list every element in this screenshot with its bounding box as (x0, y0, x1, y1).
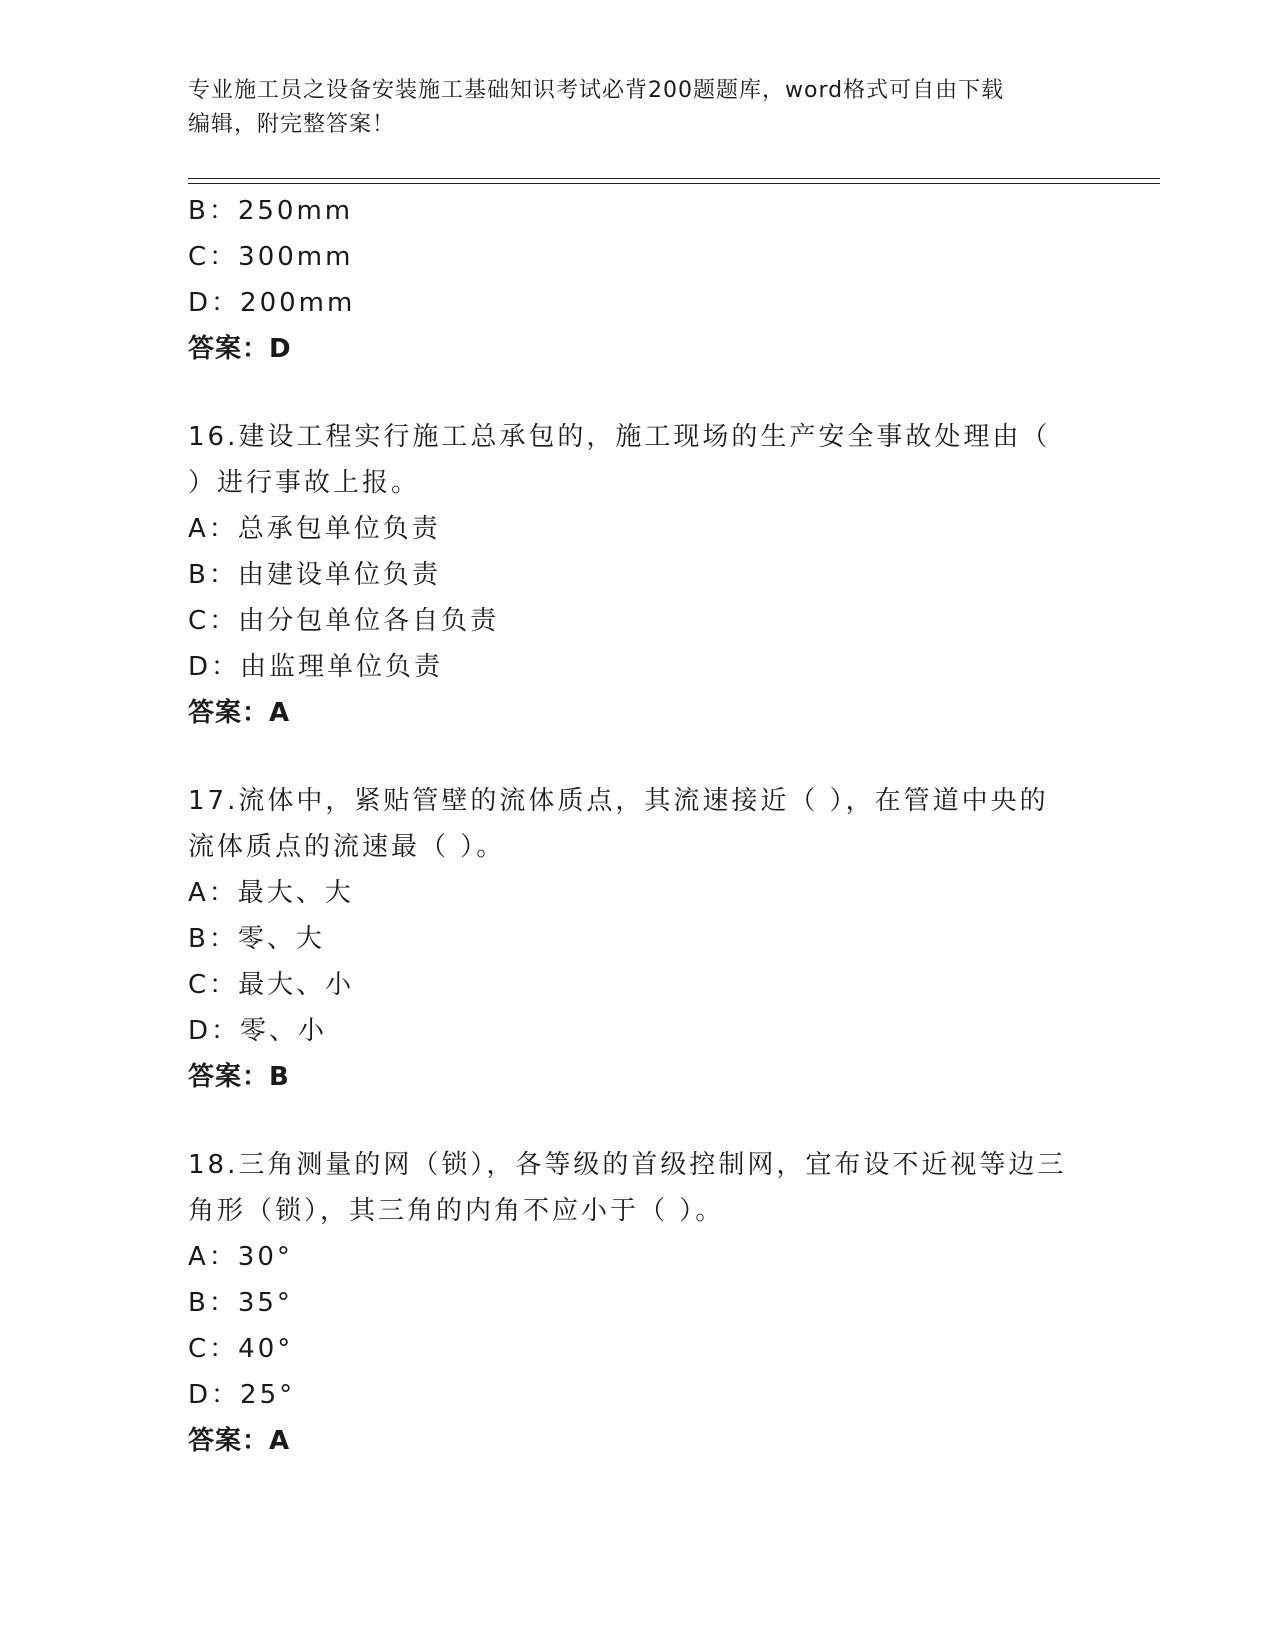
option-b: B：250mm (188, 196, 354, 226)
option-d: D：零、小 (188, 1016, 328, 1046)
question-stem-line-1: 16.建设工程实行施工总承包的，施工现场的生产安全事故处理由（ (188, 422, 1051, 452)
prev-question-tail (188, 188, 1088, 372)
question-stem-line-2: 流体质点的流速最（ ）。 (188, 832, 506, 862)
question-list (188, 188, 1088, 1464)
document-header (188, 74, 1088, 142)
option-a: A：30° (188, 1242, 293, 1272)
header-line-2: 编辑，附完整答案！ (188, 112, 396, 137)
answer-label: 答案：A (188, 698, 291, 728)
answer-label: 答案：B (188, 1062, 290, 1092)
question-18 (188, 1142, 1088, 1464)
header-line-1: 专业施工员之设备安装施工基础知识考试必背200题题库，word格式可自由下载 (188, 78, 1005, 103)
option-a: A：总承包单位负责 (188, 514, 441, 544)
option-b: B：35° (188, 1288, 293, 1318)
question-stem-line-1: 17.流体中，紧贴管壁的流体质点，其流速接近（ ），在管道中央的 (188, 786, 1049, 816)
option-c: C：由分包单位各自负责 (188, 606, 500, 636)
option-d: D：200mm (188, 288, 356, 318)
question-17 (188, 778, 1088, 1100)
option-a: A：最大、大 (188, 878, 354, 908)
answer-label: 答案：A (188, 1426, 291, 1456)
option-b: B：由建设单位负责 (188, 560, 441, 590)
option-b: B：零、大 (188, 924, 325, 954)
option-d: D：25° (188, 1380, 296, 1410)
question-stem-line-2: 角形（锁），其三角的内角不应小于（ ）。 (188, 1196, 725, 1226)
option-d: D：由监理单位负责 (188, 652, 444, 682)
question-stem-line-1: 18.三角测量的网（锁），各等级的首级控制网，宜布设不近视等边三 (188, 1150, 1067, 1180)
question-stem-line-2: ）进行事故上报。 (188, 468, 421, 498)
option-c: C：40° (188, 1334, 294, 1364)
question-16 (188, 414, 1088, 736)
option-c: C：300mm (188, 242, 354, 272)
option-c: C：最大、小 (188, 970, 355, 1000)
answer-label: 答案：D (188, 334, 292, 364)
header-divider-top (188, 178, 1160, 179)
header-divider-bottom (188, 183, 1160, 184)
